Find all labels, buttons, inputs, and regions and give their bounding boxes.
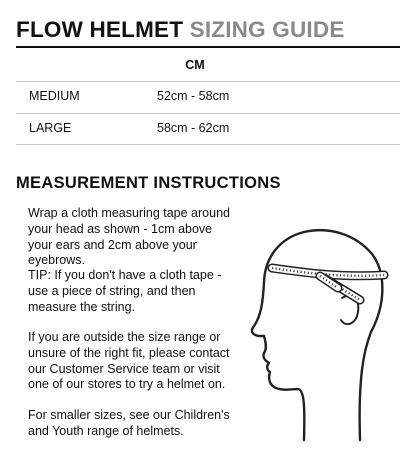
neck-outline	[360, 332, 371, 440]
head-outline	[252, 230, 382, 440]
size-range-medium: 52cm - 58cm	[157, 89, 230, 103]
size-label-medium: MEDIUM	[29, 89, 80, 103]
page-title	[16, 17, 345, 43]
column-header-cm: CM	[185, 58, 205, 72]
tip-paragraph: TIP: If you don't have a cloth tape - use a piece of string, and then measure the string.	[28, 268, 222, 314]
table-divider	[16, 144, 400, 145]
smaller-sizes-paragraph: For smaller sizes, see our Children's and Youth range of helmets.	[28, 408, 230, 438]
title-product: FLOW HELMET	[16, 17, 184, 42]
size-range-large: 58cm - 62cm	[157, 121, 230, 135]
title-divider	[16, 46, 400, 48]
instructions-title: MEASUREMENT INSTRUCTIONS	[16, 174, 281, 192]
instruction-paragraph: Wrap a cloth measuring tape around your head as shown - 1cm above your ears and 2cm above your eyebrows.	[28, 206, 230, 268]
head-measuring-tape-icon	[250, 222, 390, 450]
table-divider	[16, 113, 400, 114]
table-divider	[16, 81, 400, 82]
size-label-large: LARGE	[29, 121, 72, 135]
contact-paragraph: If you are outside the size range or unsure of the right fit, please contact our Customer Service team or visit one of our stores to try a helmet on.	[28, 330, 230, 392]
title-guide: SIZING GUIDE	[189, 17, 345, 42]
